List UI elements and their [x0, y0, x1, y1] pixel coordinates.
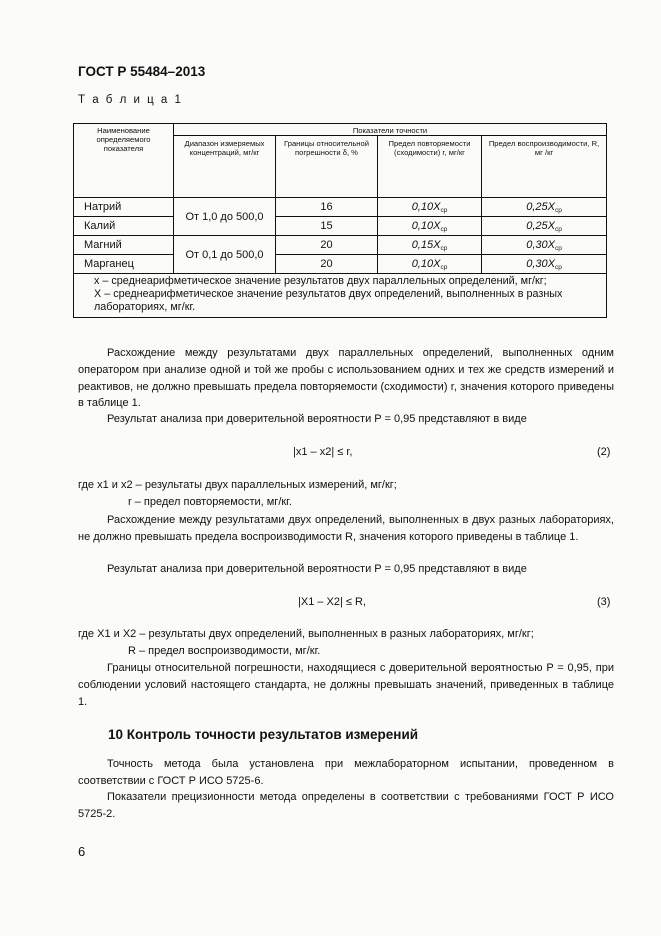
- formula-3-number: (3): [597, 596, 611, 608]
- table-caption: Т а б л и ц а 1: [78, 94, 183, 106]
- where-2-line-2: r – предел повторяемости, мг/кг.: [128, 496, 292, 508]
- page-number: 6: [78, 844, 86, 859]
- R-value: 0,30X: [526, 257, 555, 270]
- r-value: 0,10X: [411, 200, 441, 213]
- R-value: 0,30X: [526, 238, 555, 251]
- formula-2: |x1 – x2| ≤ r,: [293, 446, 353, 458]
- header-error-bounds: Границы относительной погрешности δ, %: [276, 136, 378, 198]
- table-row: [74, 217, 607, 236]
- paragraph-repeatability: Расхождение между результатами двух параллельных определений, выполненных одним оператором при анализе одной и той же пробы с использованием одних и тех же средств измерений и реактивов, не должно превышать предела повторяемости (сходимости) r, значения которого приведены в таблице 1.: [78, 347, 614, 410]
- table-notes: [74, 274, 607, 318]
- subscript: ср: [440, 225, 448, 233]
- range-cell: От 1,0 до 500,0: [174, 198, 276, 236]
- R-value: 0,25X: [526, 219, 555, 232]
- subscript: ср: [440, 206, 448, 214]
- paragraph-reproducibility: Расхождение между результатами двух определений, выполненных в двух разных лабораториях, не должно превышать предела воспроизводимости R, значения которого приведены в таблице 1.: [78, 514, 614, 543]
- header-repeatability: Предел повторяемости (сходимости) r, мг/кг: [378, 136, 482, 198]
- indicator-name: Марганец: [74, 255, 174, 274]
- r-value: 0,15X: [411, 238, 441, 251]
- table-row: [74, 198, 607, 217]
- header-range: Диапазон измеряемых концентраций, мг/кг: [174, 136, 276, 198]
- subscript: ср: [554, 263, 562, 271]
- paragraph-result-form-2: Результат анализа при доверительной вероятности P = 0,95 представляют в виде: [107, 563, 527, 575]
- indicator-name: Калий: [74, 217, 174, 236]
- subscript: ср: [554, 206, 562, 214]
- R-value: 0,25X: [526, 200, 555, 213]
- range-cell: От 0,1 до 500,0: [174, 236, 276, 274]
- paragraph-accuracy: Точность метода была установлена при межлабораторном испытании, проведенном в соответствии с ГОСТ Р ИСО 5725-6.: [78, 758, 614, 787]
- r-value: 0,10X: [411, 257, 441, 270]
- table-row: [74, 236, 607, 255]
- subscript: ср: [440, 263, 448, 271]
- delta-cell: 15: [276, 217, 378, 236]
- delta-cell: 20: [276, 236, 378, 255]
- formula-3: |X1 – X2| ≤ R,: [298, 596, 367, 608]
- paragraph-error-bounds: Границы относительной погрешности, находящиеся с доверительной вероятностью P = 0,95, при соблюдении условий настоящего стандарта, не должны превышать значений, приведенных в таблице 1.: [78, 662, 614, 708]
- indicator-name: Магний: [74, 236, 174, 255]
- paragraph-precision: Показатели прецизионности метода определены в соответствии с требованиями ГОСТ Р ИСО 5725-2.: [78, 791, 614, 820]
- header-indicator-name: Наименование определяемого показателя: [74, 124, 174, 198]
- subscript: ср: [554, 225, 562, 233]
- table-row: [74, 255, 607, 274]
- header-accuracy-group: Показатели точности: [174, 124, 607, 136]
- where-3-line-2: R – предел воспроизводимости, мг/кг.: [128, 645, 321, 657]
- document-code: ГОСТ Р 55484–2013: [78, 64, 206, 79]
- r-value: 0,10X: [411, 219, 441, 232]
- note-Xcp: X – среднеарифметическое значение результатов двух определений, выполненных в разных лабораториях, мг/кг.: [94, 288, 563, 313]
- subscript: ср: [554, 244, 562, 252]
- header-reproducibility: Предел воспроизводимости, R, мг /кг: [482, 136, 607, 198]
- delta-cell: 16: [276, 198, 378, 217]
- paragraph-result-form-1: Результат анализа при доверительной вероятности P = 0,95 представляют в виде: [107, 413, 527, 425]
- where-2-line-1: где x1 и x2 – результаты двух параллельных измерений, мг/кг;: [78, 479, 397, 491]
- formula-2-number: (2): [597, 446, 611, 458]
- note-xcp: x – среднеарифметическое значение результатов двух параллельных определений, мг/кг;: [94, 275, 547, 287]
- section-heading: 10 Контроль точности результатов измерений: [108, 727, 419, 742]
- indicator-name: Натрий: [74, 198, 174, 217]
- subscript: ср: [440, 244, 448, 252]
- precision-table: [73, 123, 607, 318]
- delta-cell: 20: [276, 255, 378, 274]
- where-3-line-1: где X1 и X2 – результаты двух определений, выполненных в разных лабораториях, мг/кг;: [78, 628, 534, 640]
